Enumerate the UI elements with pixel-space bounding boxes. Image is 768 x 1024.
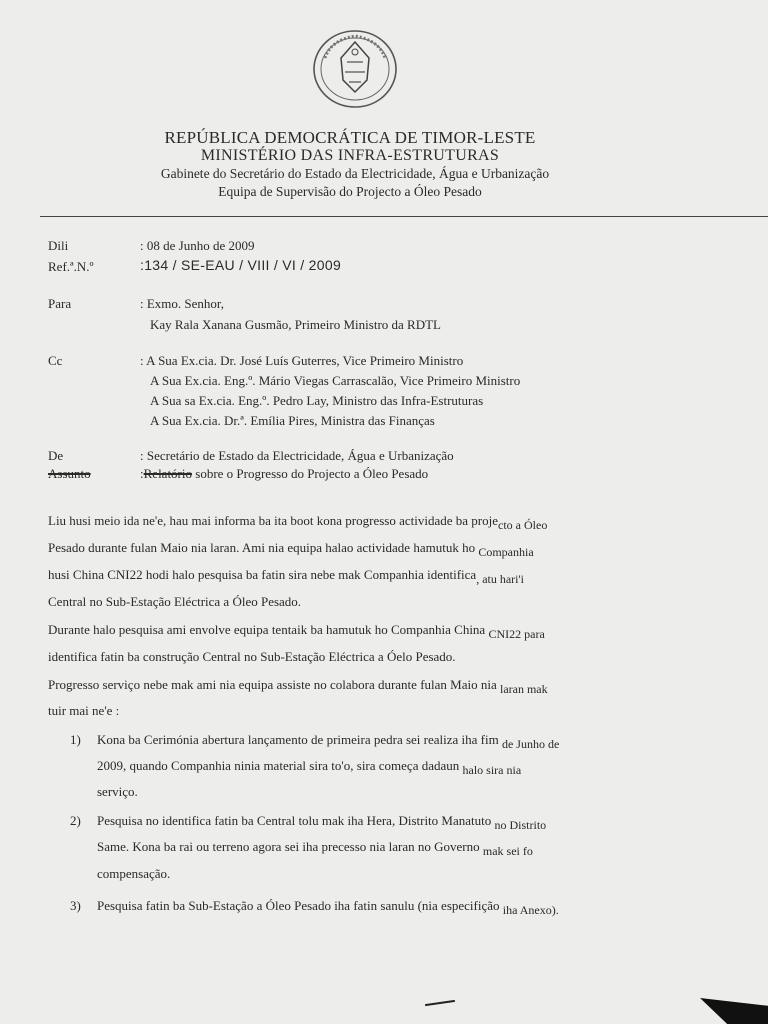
- cc-recipient-3: A Sua sa Ex.cia. Eng.º. Pedro Lay, Ministro das Infra-Estruturas: [150, 393, 484, 408]
- list-item-2-number: 2): [70, 813, 81, 828]
- paragraph-2-line-2: identifica fatin ba construção Central no Sub-Estação Eléctrica a Óelo Pesado.: [48, 649, 456, 664]
- list-item-2-line-3: compensação.: [97, 866, 171, 881]
- cc-recipient-1: : A Sua Ex.cia. Dr. José Luís Guterres, Vice Primeiro Ministro: [140, 353, 464, 368]
- paragraph-2-line-1: Durante halo pesquisa ami envolve equipa tentaik ba hamutuk ho Companhia China CNI22 para: [48, 622, 545, 641]
- paragraph-1-line-4: Central no Sub-Estação Eléctrica a Óleo Pesado.: [48, 594, 302, 609]
- recipient-salutation: : Exmo. Senhor,: [140, 296, 224, 311]
- list-item-1-line-2: 2009, quando Companhia ninia material sira to'o, sira começa dadaun halo sira nia: [97, 758, 522, 777]
- reference-label: Ref.ª.N.º: [48, 259, 94, 274]
- header-country: REPÚBLICA DEMOCRÁTICA DE TIMOR-LESTE: [164, 128, 536, 147]
- header-divider: [40, 216, 768, 217]
- list-item-1-number: 1): [70, 732, 81, 747]
- scan-smudge: [425, 1000, 455, 1006]
- sender-label: De: [48, 448, 64, 463]
- date-value: : 08 de Junho de 2009: [140, 238, 255, 253]
- header-team: Equipa de Supervisão do Projecto a Óleo Pesado: [218, 184, 482, 199]
- list-item-2-line-2: Same. Kona ba rai ou terreno agora sei iha precesso nia laran no Governo mak sei fo: [97, 839, 533, 858]
- cc-label: Cc: [48, 353, 63, 368]
- header-cabinet: Gabinete do Secretário do Estado da Electricidade, Água e Urbanização: [160, 166, 550, 181]
- list-item-3-number: 3): [70, 898, 81, 913]
- paragraph-1-line-1: Liu husi meio ida ne'e, hau mai informa ba ita boot kona progresso actividade ba projecto a Óleo: [48, 513, 548, 532]
- recipient-label: Para: [48, 296, 72, 311]
- list-item-2-line-1: Pesquisa no identifica fatin ba Central tolu mak iha Hera, Distrito Manatuto no Distrito: [97, 813, 547, 832]
- sender-value: : Secretário de Estado da Electricidade, Água e Urbanização: [140, 448, 454, 463]
- header-ministry: MINISTÉRIO DAS INFRA-ESTRUTURAS: [200, 147, 500, 164]
- subject-value: :Relatório sobre o Progresso do Projecto a Óleo Pesado: [140, 466, 429, 481]
- recipient-name: Kay Rala Xanana Gusmão, Primeiro Ministro da RDTL: [150, 317, 441, 332]
- reference-value: :134 / SE-EAU / VIII / VI / 2009: [140, 257, 342, 273]
- scan-edge-shadow: [700, 998, 768, 1024]
- cc-recipient-2: A Sua Ex.cia. Eng.º. Mário Viegas Carrascalão, Vice Primeiro Ministro: [150, 373, 521, 388]
- paragraph-1-line-2: Pesado durante fulan Maio nia laran. Ami nia equipa halao actividade hamutuk ho Companhia: [48, 540, 534, 559]
- list-item-3-line-1: Pesquisa fatin ba Sub-Estação a Óleo Pesado iha fatin sanulu (nia especifição iha Anexo).: [97, 898, 559, 917]
- subject-struck-word: Relatório: [143, 466, 193, 481]
- paragraph-3-line-2: tuir mai ne'e :: [48, 703, 120, 718]
- paragraph-3-line-1: Progresso serviço nebe mak ami nia equipa assiste no colabora durante fulan Maio nia laran mak: [48, 677, 548, 696]
- date-label: Dili: [48, 238, 69, 253]
- list-item-1-line-3: serviço.: [97, 784, 138, 799]
- cc-recipient-4: A Sua Ex.cia. Dr.ª. Emília Pires, Ministra das Finanças: [150, 413, 435, 428]
- state-seal-emblem: [311, 28, 399, 110]
- subject-label: Assunto: [48, 466, 91, 481]
- paragraph-1-line-3: husi China CNI22 hodi halo pesquisa ba fatin sira nebe mak Companhia identifica, atu hari'i: [48, 567, 524, 586]
- list-item-1-line-1: Kona ba Cerimónia abertura lançamento de primeira pedra sei realiza iha fim de Junho de: [97, 732, 560, 751]
